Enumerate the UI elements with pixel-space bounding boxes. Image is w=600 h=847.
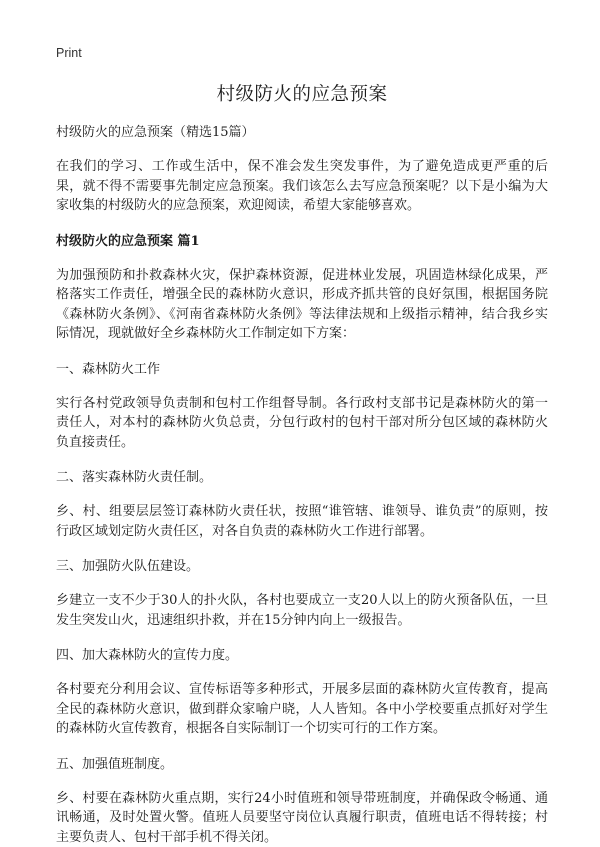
item-body-2: 乡、村、组要层层签订森林防火责任状，按照“谁管辖、谁领导、谁负责”的原则，按行政区域划定防火责任区，对各自负责的森林防火工作进行部署。 [56, 502, 548, 541]
document-subtitle: 村级防火的应急预案（精选15篇） [56, 124, 548, 142]
item-heading-3: 三、加强防火队伍建设。 [56, 557, 548, 576]
page-title: 村级防火的应急预案 [56, 83, 548, 107]
item-body-1: 实行各村党政领导负责制和包村工作组督导制。各行政村支部书记是森林防火的第一责任人，对本村的森林防火负总责，分包行政村的包村干部对所分包区域的森林防火负直接责任。 [56, 394, 548, 453]
item-heading-1: 一、森林防火工作 [56, 360, 548, 379]
document-content [56, 42, 548, 847]
intro-paragraph: 在我们的学习、工作或生活中，保不准会发生突发事件，为了避免造成更严重的后果，就不得不需要事先制定应急预案。我们该怎么去写应急预案呢？以下是小编为大家收集的村级防火的应急预案，欢迎阅读，希望大家能够喜欢。 [56, 157, 548, 216]
section-intro-paragraph: 为加强预防和扑救森林火灾，保护森林资源，促进林业发展，巩固造林绿化成果，严格落实工作责任，增强全民的森林防火意识，形成齐抓共管的良好氛围，根据国务院《森林防火条例》、《河南省森林防火条例》等法律法规和上级指示精神，结合我乡实际情况，现就做好全乡森林防火工作制定如下方案： [56, 266, 548, 344]
item-body-3: 乡建立一支不少于30人的扑火队，各村也要成立一支20人以上的防火预备队伍，一旦发生突发山火，迅速组织扑救，并在15分钟内向上一级报告。 [56, 591, 548, 630]
item-body-4: 各村要充分利用会议、宣传标语等多种形式，开展多层面的森林防火宣传教育，提高全民的森林防火意识，做到群众家喻户晓，人人皆知。各中小学校要重点抓好对学生的森林防火宣传教育，根据各自实际制订一个切实可行的工作方案。 [56, 680, 548, 739]
item-body-5: 乡、村要在森林防火重点期，实行24小时值班和领导带班制度，并确保政令畅通、通讯畅通，及时处置火警。值班人员要坚守岗位认真履行职责，值班电话不得转接；村主要负责人、包村干部手机不得关闭。 [56, 789, 548, 847]
item-heading-4: 四、加大森林防火的宣传力度。 [56, 646, 548, 665]
section-heading: 村级防火的应急预案 篇1 [56, 232, 548, 251]
print-link[interactable]: Print [56, 45, 82, 61]
item-heading-5: 五、加强值班制度。 [56, 755, 548, 774]
item-heading-2: 二、落实森林防火责任制。 [56, 468, 548, 487]
